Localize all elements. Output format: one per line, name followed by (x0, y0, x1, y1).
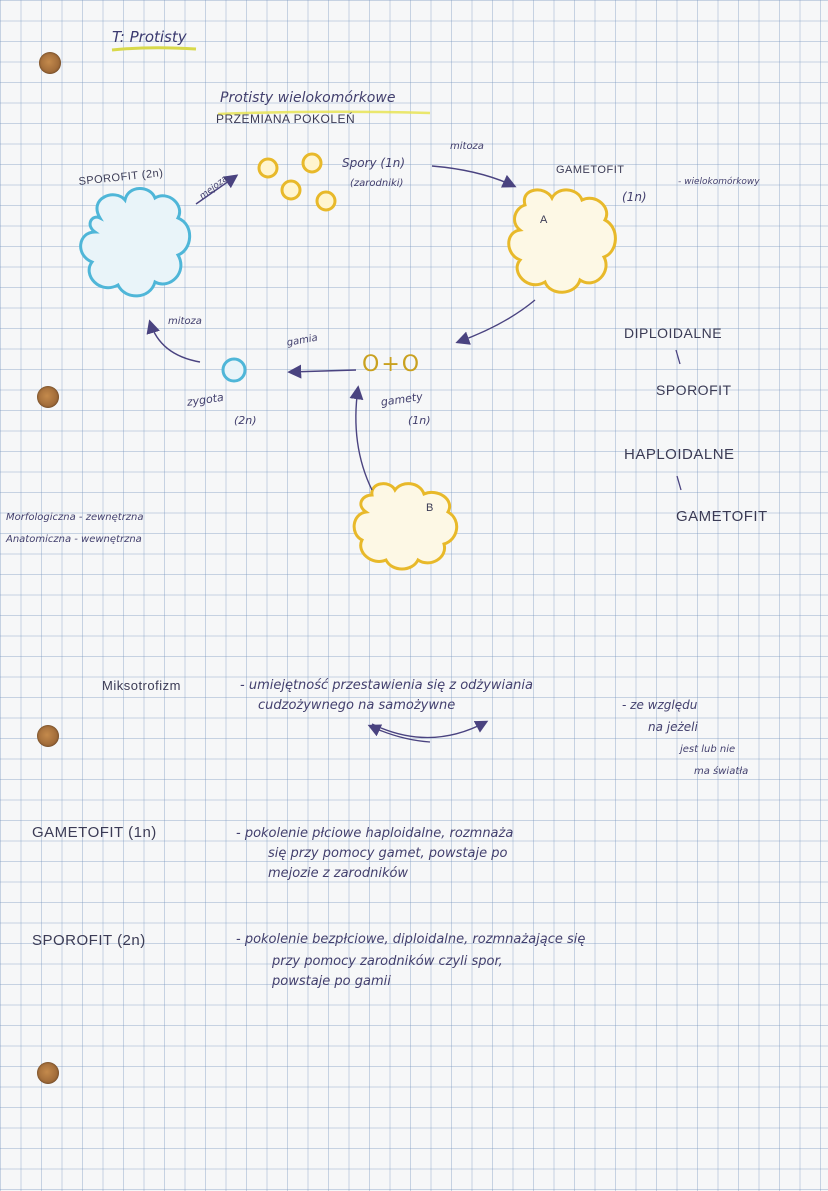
side-connector-1 (676, 350, 680, 364)
mitoza-left-label: mitoza (168, 316, 202, 327)
gamia-label: gamia (286, 332, 319, 349)
miksotrofizm-line1: - umiejętność przestawienia się z odżywiania (240, 678, 533, 693)
miksotrofizm-aside4: ma światła (694, 766, 749, 777)
arrow-gametes-from-a (458, 300, 535, 342)
gamety-label: gamety (380, 390, 424, 409)
mejoza-label: mejoza (198, 173, 230, 202)
definition-gametofit-term: GAMETOFIT (1n) (32, 824, 157, 841)
zygota-n-label: (2n) (234, 414, 257, 427)
gametes-symbol: O+O (362, 352, 422, 377)
spore-2 (303, 154, 321, 172)
side-note-gametofit: GAMETOFIT (676, 508, 768, 525)
zygota-label: zygota (186, 390, 225, 409)
page-title: T: Protisty (112, 28, 187, 46)
definition-sporofit-line1: - pokolenie bezpłciowe, diploidalne, rozmnażające się (236, 932, 586, 947)
arrow-gametes-from-b (356, 388, 372, 490)
gametofit-cloud-b (354, 484, 457, 569)
definition-gametofit-line1: - pokolenie płciowe haploidalne, rozmnaża (236, 826, 514, 841)
side-note-haploidalne: HAPLOIDALNE (624, 446, 735, 463)
morph-note-line2: Anatomiczna - wewnętrzna (6, 534, 142, 545)
sporofit-label: SPOROFIT (2n) (78, 167, 164, 188)
spory-label: Spory (1n) (342, 156, 406, 170)
spory-sub-label: (zarodniki) (350, 178, 404, 189)
miksotrofizm-aside1: - ze względu (622, 698, 698, 712)
gametofit-label: GAMETOFIT (556, 164, 625, 176)
definition-gametofit-line2: się przy pomocy gamet, powstaje po (268, 846, 508, 861)
side-connector-2 (677, 476, 681, 490)
diagram-heading-line1: Protisty wielokomórkowe (220, 90, 396, 106)
miksotrofizm-term: Miksotrofizm (102, 678, 181, 693)
arrow-gamia (290, 370, 356, 372)
miksotrofizm-line2: cudzożywnego na samożywne (258, 698, 456, 713)
side-note-diploidalne: DIPLOIDALNE (624, 325, 723, 341)
morph-note-line1: Morfologiczna - zewnętrzna (6, 512, 144, 523)
gamety-n-label: (1n) (408, 414, 431, 427)
arrow-mitosis-top (432, 166, 514, 186)
sporofit-cloud (81, 188, 190, 295)
cell-a-label: A (540, 214, 548, 226)
side-note-sporofit: SPOROFIT (656, 382, 732, 398)
definition-sporofit-term: SPOROFIT (2n) (32, 932, 146, 949)
miksotrofizm-aside2: na jeżeli (648, 720, 698, 734)
zygote-circle (223, 359, 245, 381)
gametofit-cloud-a (509, 190, 616, 292)
title-underline (112, 48, 196, 50)
miksotrofizm-arrow (372, 722, 486, 738)
cell-b-label: B (426, 502, 434, 514)
spore-1 (259, 159, 277, 177)
definition-sporofit-line3: powstaje po gamii (272, 974, 391, 989)
miksotrofizm-aside3: jest lub nie (680, 744, 736, 755)
gametofit-n-label: (1n) (622, 190, 647, 204)
spore-4 (317, 192, 335, 210)
diagram-heading-line2: PRZEMIANA POKOLEŃ (216, 112, 356, 126)
wielokomorkowy-label: - wielokomórkowy (678, 177, 760, 187)
arrow-mitosis-left (150, 322, 200, 362)
definition-sporofit-line2: przy pomocy zarodników czyli spor, (272, 954, 503, 969)
definition-gametofit-line3: mejozie z zarodników (268, 866, 409, 881)
spore-3 (282, 181, 300, 199)
mitoza-top-label: mitoza (450, 141, 484, 152)
